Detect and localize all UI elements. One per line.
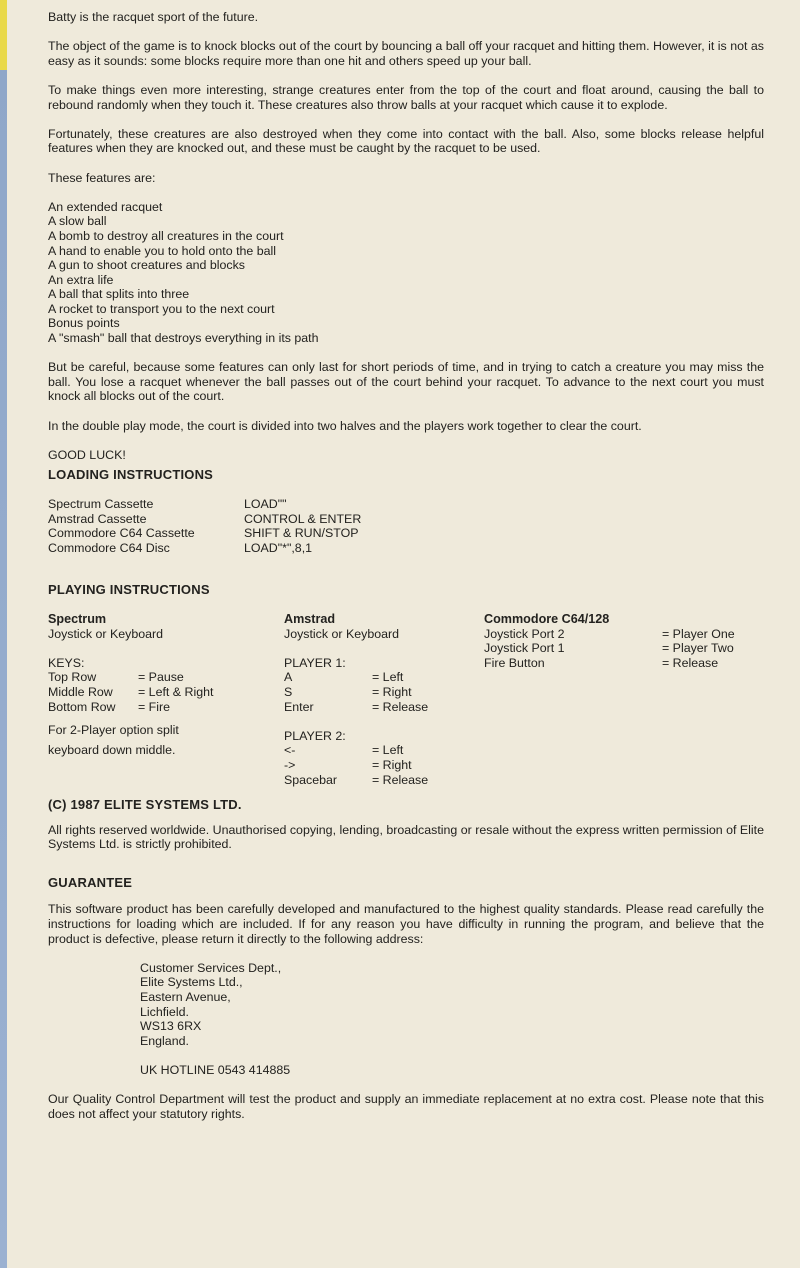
commodore-control: Joystick Port 2 (484, 626, 565, 641)
feature-item: A "smash" ball that destroys everything in its path (48, 331, 319, 346)
feature-item: An extended racquet (48, 199, 163, 214)
instruction-sheet (48, 10, 764, 1136)
feature-item: A hand to enable you to hold onto the ball (48, 243, 277, 258)
spectrum-input: Joystick or Keyboard (48, 626, 164, 641)
spectrum-keys-label: KEYS: (48, 655, 85, 670)
amstrad-player2-label: PLAYER 2: (284, 728, 346, 743)
feature-item: A ball that splits into three (48, 287, 190, 302)
amstrad-action: = Right (372, 757, 412, 772)
spectrum-action: = Fire (138, 699, 171, 714)
spectrum-title: Spectrum (48, 611, 107, 626)
amstrad-action: = Release (372, 699, 429, 714)
amstrad-key: Enter (284, 699, 314, 714)
address-line: Customer Services Dept., (140, 960, 282, 975)
commodore-column (484, 612, 774, 670)
spectrum-column (48, 612, 258, 760)
feature-item: A rocket to transport you to the next court (48, 301, 275, 316)
amstrad-column (284, 612, 474, 787)
copyright-text: All rights reserved worldwide. Unauthorised copying, lending, broadcasting or resale without the express written permission of Elite Systems Ltd. is strictly prohibited. (48, 822, 764, 852)
loading-heading: LOADING INSTRUCTIONS (48, 467, 214, 483)
copyright-heading: (C) 1987 ELITE SYSTEMS LTD. (48, 796, 242, 812)
playing-heading: PLAYING INSTRUCTIONS (48, 582, 210, 598)
intro-paragraph: Batty is the racquet sport of the future. (48, 10, 259, 24)
feature-item: An extra life (48, 272, 114, 287)
commodore-action: = Release (662, 655, 719, 670)
commodore-control: Fire Button (484, 655, 545, 670)
address-line: Eastern Avenue, (140, 989, 231, 1004)
page-edge-strip (0, 0, 7, 1268)
feature-item: A gun to shoot creatures and blocks (48, 258, 245, 273)
loading-command: LOAD"*",8,1 (244, 540, 313, 555)
address-line: Lichfield. (140, 1004, 189, 1019)
loading-command: LOAD"" (244, 497, 287, 511)
amstrad-title: Amstrad (284, 611, 336, 626)
spectrum-key: Top Row (48, 670, 97, 685)
loading-system: Commodore C64 Cassette (48, 526, 195, 541)
features-intro-paragraph: Fortunately, these creatures are also destroyed when they come into contact with the ball. Also, some blocks release helpful features when they are knocked out, and these must be caught by the racquet to be used. (48, 126, 764, 156)
loading-system: Commodore C64 Disc (48, 540, 170, 555)
feature-item: Bonus points (48, 316, 120, 331)
loading-table (48, 497, 764, 555)
spectrum-action: = Left & Right (138, 684, 214, 699)
amstrad-player1-label: PLAYER 1: (284, 655, 346, 670)
guarantee-text: This software product has been carefully developed and manufactured to the highest quality standards. Please read carefully the instructions for loading which are included. If for any reason you have difficulty in running the program, and believe that the product is defective, please return it directly to the following address: (48, 902, 764, 946)
features-heading-text: These features are: (48, 170, 156, 185)
spectrum-action: = Pause (138, 670, 184, 685)
quality-control-text: Our Quality Control Department will test the product and supply an immediate replacement at no extra cost. Please note that this does not affect your statutory rights. (48, 1092, 764, 1121)
amstrad-input: Joystick or Keyboard (284, 626, 400, 641)
commodore-action: = Player Two (662, 641, 734, 656)
spectrum-key: Middle Row (48, 684, 113, 699)
loading-command: SHIFT & RUN/STOP (244, 526, 359, 541)
good-luck-text: GOOD LUCK! (48, 447, 126, 462)
address-line: England. (140, 1033, 189, 1048)
commodore-title: Commodore C64/128 (484, 611, 610, 626)
loading-system: Spectrum Cassette (48, 497, 154, 511)
loading-command: CONTROL & ENTER (244, 511, 362, 526)
loading-system: Amstrad Cassette (48, 511, 147, 526)
guarantee-heading: GUARANTEE (48, 874, 133, 890)
feature-item: A bomb to destroy all creatures in the court (48, 228, 284, 243)
double-play-paragraph: In the double play mode, the court is divided into two halves and the players work together to clear the court. (48, 418, 642, 433)
spectrum-two-player-note: For 2-Player option split keyboard down middle. (48, 723, 179, 758)
commodore-action: = Player One (662, 626, 735, 641)
playing-instructions (48, 612, 764, 798)
amstrad-action: = Left (372, 743, 404, 758)
address-line: Elite Systems Ltd., (140, 975, 243, 990)
amstrad-key: <- (284, 743, 296, 758)
features-list (48, 200, 764, 346)
spectrum-key: Bottom Row (48, 699, 116, 714)
commodore-control: Joystick Port 1 (484, 641, 565, 656)
warning-paragraph: But be careful, because some features can only last for short periods of time, and in trying to catch a creature you may miss the ball. You lose a racquet whenever the ball passes out of the court behind your racquet. To advance to the next court you must knock all blocks out of the court. (48, 360, 764, 404)
feature-item: A slow ball (48, 214, 107, 229)
amstrad-action: = Right (372, 684, 412, 699)
amstrad-key: S (284, 684, 293, 699)
return-address (140, 961, 764, 1049)
address-line: WS13 6RX (140, 1019, 202, 1034)
amstrad-key: A (284, 670, 293, 685)
amstrad-key: Spacebar (284, 772, 338, 787)
objective-paragraph: The object of the game is to knock blocks out of the court by bouncing a ball off your racquet and hitting them. However, it is not as easy as it sounds: some blocks require more than one hit and others speed up your ball. (48, 39, 764, 68)
amstrad-action: = Release (372, 772, 429, 787)
amstrad-action: = Left (372, 670, 404, 685)
creatures-paragraph: To make things even more interesting, strange creatures enter from the top of the court and float around, causing the ball to rebound randomly when they touch it. These creatures also throw balls at your racquet which cause it to explode. (48, 82, 764, 112)
amstrad-key: -> (284, 757, 296, 772)
hotline-number: UK HOTLINE 0543 414885 (140, 1062, 291, 1077)
